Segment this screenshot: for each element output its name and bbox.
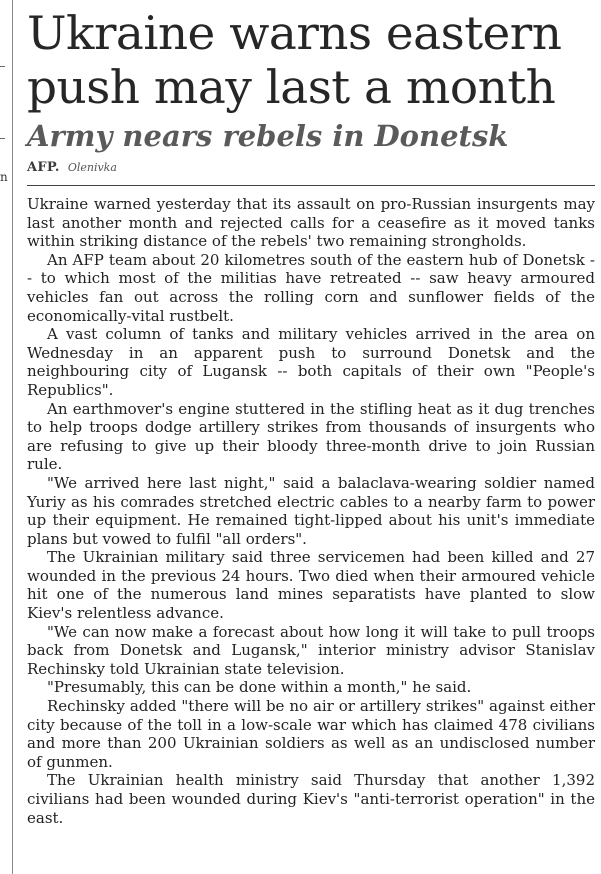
article-paragraph: Ukraine warned yesterday that its assault on pro-Russian insurgents may last another month and rejected calls for a ceasefire as it moved tanks within striking distance of the rebels' two remaining strongholds.	[27, 195, 595, 251]
article-paragraph: An AFP team about 20 kilometres south of the eastern hub of Donetsk -- to which most of the militias have retreated -- saw heavy armoured vehicles fan out across the rolling corn and sunflower fields of the economically-vital rustbelt.	[27, 250, 595, 325]
article-paragraph: An earthmover's engine stuttered in the stifling heat as it dug trenches to help troops dodge artillery strikes from thousands of insurgents who are refusing to give up their bloody three-month drive to join Russian rule.	[27, 399, 595, 474]
previous-column-edge	[0, 0, 13, 874]
article-body	[27, 195, 595, 827]
previous-column-fragment: n	[0, 170, 8, 184]
article-paragraph: "Presumably, this can be done within a month," he said.	[47, 678, 472, 697]
subheadline: Army nears rebels in Donetsk	[27, 119, 509, 153]
byline-place: Olenivka	[67, 161, 117, 174]
article-paragraph: The Ukrainian military said three servicemen had been killed and 27 wounded in the previous 24 hours. Two died when their armoured vehicle hit one of the numerous land mines separatists have planted to slow Kiev's relentless advance.	[27, 548, 595, 623]
article-paragraph: A vast column of tanks and military vehicles arrived in the area on Wednesday in an apparent push to surround Donetsk and the neighbouring city of Lugansk -- both capitals of their own "People's Republics".	[27, 325, 595, 399]
article-paragraph: "We can now make a forecast about how long it will take to pull troops back from Donetsk and Lugansk," interior ministry advisor Stanislav Rechinsky told Ukrainian state television.	[27, 622, 595, 678]
gutter-tick	[0, 138, 5, 139]
byline	[27, 159, 595, 186]
article-paragraph: "We arrived here last night," said a balaclava-wearing soldier named Yuriy as his comrades stretched electric cables to a nearby farm to power up their equipment. He remained tight-lipped about his unit's immediate plans but vowed to fulfil "all orders".	[27, 473, 595, 548]
article-paragraph: Rechinsky added "there will be no air or artillery strikes" against either city because of the toll in a low-scale war which has claimed 478 civilians and more than 200 Ukrainian soldiers as well as an undisclosed number of gunmen.	[27, 697, 595, 771]
headline: Ukraine warns eastern push may last a month	[27, 6, 562, 114]
news-article	[27, 0, 595, 827]
gutter-tick	[0, 66, 5, 67]
article-paragraph: The Ukrainian health ministry said Thursday that another 1,392 civilians had been wounded during Kiev's "anti-terrorist operation" in the east.	[27, 771, 595, 827]
byline-agency: AFP.	[27, 160, 60, 175]
